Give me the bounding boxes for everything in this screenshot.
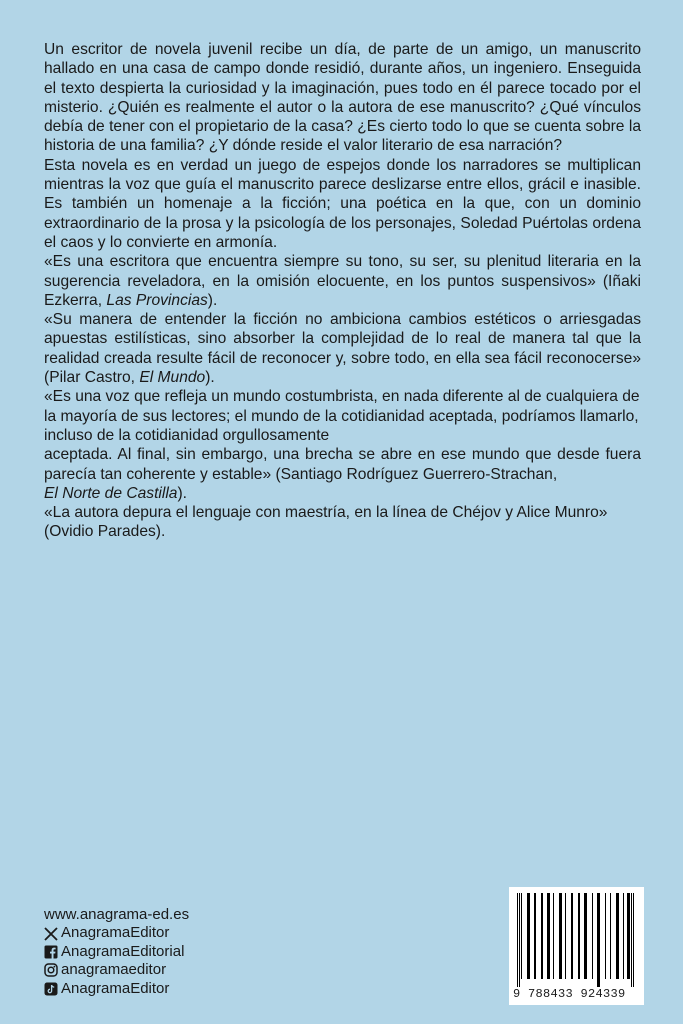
tiktok-icon: [44, 982, 58, 996]
social-links: [44, 906, 189, 998]
isbn-number: 9 788433 924339: [513, 987, 626, 1001]
barcode-bar: [578, 893, 580, 979]
synopsis-paragraph-1: Un escritor de novela juvenil recibe un día, de parte de un amigo, un manuscrito hallado en una casa de campo donde residió, durante años, un ingeniero. Enseguida el texto despierta la curiosidad y la imaginación, pues todo en él parece tocado por el misterio. ¿Quién es realmente el autor o la autora de ese manuscrito? ¿Qué vínculos debía de tener con el propietario de la casa? ¿Es cierto todo lo que se cuenta sobre la historia de una familia? ¿Y dónde reside el valor literario de esa narración?: [44, 41, 641, 155]
barcode-bar: [534, 893, 536, 979]
quote-end: ).: [205, 369, 215, 387]
barcode-bar: [627, 893, 630, 979]
barcode-bar: [592, 893, 593, 979]
quote-end: ).: [177, 484, 187, 502]
barcode-bar: [623, 893, 624, 979]
barcode-bar: [519, 893, 520, 987]
barcode-bar: [633, 893, 634, 987]
barcode-bar: [527, 893, 530, 979]
website-link[interactable]: [44, 906, 189, 924]
quote-source: El Norte de Castilla: [44, 484, 178, 502]
quote-text: «Su manera de entender la ficción no ambiciona cambios estéticos o arriesgadas apuestas estilísticas, sino absorber la complejidad de lo real de manera tal que la realidad creada resulte fácil de reconocer y, sobre todo, en ella sea fácil reconocerse» (Pilar Castro,: [44, 311, 641, 387]
barcode-bar: [571, 893, 573, 979]
instagram-handle: anagramaeditor: [61, 961, 167, 979]
barcode-bar: [597, 893, 600, 987]
quote-source: Las Provincias: [106, 291, 208, 309]
facebook-handle: AnagramaEditorial: [61, 942, 185, 960]
review-quote-3a: «Es una voz que refleja un mundo costumbrista, en nada diferente al de cualquiera de la mayoría de sus lectores; el mundo de la cotidianidad aceptada, podríamos llamarlo, incluso de la cotidianidad orgullosamente: [44, 388, 640, 444]
quote-source: El Mundo: [139, 369, 206, 387]
tiktok-handle: AnagramaEditor: [61, 979, 170, 997]
barcode-bars: [509, 887, 644, 987]
barcode-bar: [605, 893, 606, 979]
barcode-bar: [521, 893, 522, 979]
review-quote-3b: [44, 445, 641, 503]
review-quote-1: [44, 252, 641, 310]
barcode-bar: [631, 893, 632, 987]
barcode-bar: [541, 893, 543, 979]
instagram-link[interactable]: [44, 961, 189, 979]
website-label: www.anagrama-ed.es: [44, 906, 190, 923]
tiktok-link[interactable]: [44, 980, 189, 998]
barcode-bar: [547, 893, 550, 979]
barcode-bar: [565, 893, 566, 979]
facebook-icon: [44, 945, 58, 959]
back-cover-blurb: [44, 40, 641, 542]
barcode-bar: [553, 893, 554, 979]
quote-text: «Es una escritora que encuentra siempre su tono, su ser, su plenitud literaria en la sugerencia reveladora, en la omisión elocuente, en los puntos suspensivos» (Iñaki Ezkerra,: [44, 253, 641, 309]
review-quote-2: [44, 310, 641, 387]
review-quote-4: «La autora depura el lenguaje con maestría, en la línea de Chéjov y Alice Munro» (Ovidio Parades).: [44, 504, 608, 541]
barcode-bar: [559, 893, 562, 979]
x-icon: [44, 927, 58, 941]
quote-text: aceptada. Al final, sin embargo, una brecha se abre en ese mundo que desde fuera parecía tan coherente y estable» (Santiago Rodríguez Guerrero-Strachan,: [44, 446, 641, 483]
quote-end: ).: [207, 291, 218, 309]
facebook-link[interactable]: [44, 943, 189, 961]
barcode-bar: [610, 893, 611, 979]
x-handle: AnagramaEditor: [61, 924, 170, 942]
isbn-barcode: [509, 887, 644, 1005]
barcode-bar: [584, 893, 587, 979]
instagram-icon: [44, 963, 58, 977]
barcode-bar: [517, 893, 518, 987]
barcode-bar: [616, 893, 619, 979]
synopsis-paragraph-2: Esta novela es en verdad un juego de espejos donde los narradores se multiplican mientras la voz que guía el manuscrito parece deslizarse entre ellos, grácil e inasible. Es también un homenaje a la ficción; una poética en la que, con un dominio extraordinario de la prosa y la psicología de los personajes, Soledad Puértolas ordena el caos y lo convierte en armonía.: [44, 156, 641, 251]
x-link[interactable]: [44, 924, 189, 942]
